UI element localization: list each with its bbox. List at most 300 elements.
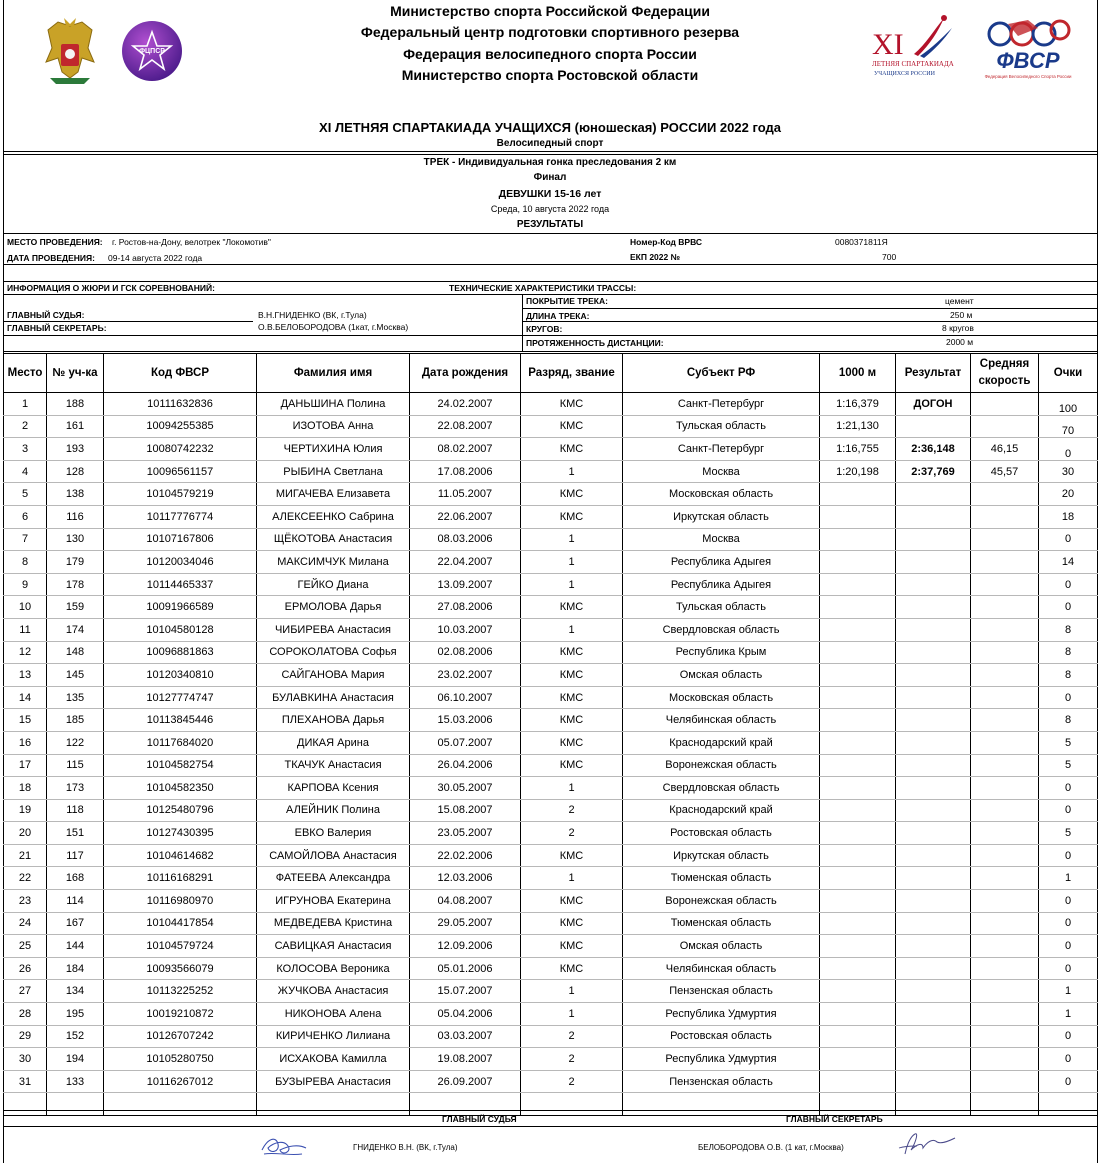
cell-code: 10096881863	[104, 641, 257, 664]
cell-result: 2:37,769	[896, 460, 971, 483]
cell-points: 0	[1039, 573, 1098, 596]
cell-place: 4	[4, 460, 47, 483]
cell-rank: 2	[521, 1070, 623, 1093]
chief-judge-signature-icon	[258, 1134, 310, 1160]
cell-rank: КМС	[521, 935, 623, 958]
table-row	[4, 528, 1098, 551]
cell-rank: КМС	[521, 957, 623, 980]
cell-name: ЩЁКОТОВА Анастасия	[257, 528, 410, 551]
cell-avg-speed	[971, 393, 1039, 416]
fvsr-logo-text: ФВСР	[996, 48, 1060, 73]
footer-chief-judge-heading: ГЛАВНЫЙ СУДЬЯ	[442, 1114, 517, 1124]
cell-code: 10104580128	[104, 618, 257, 641]
cell-points: 0	[1039, 890, 1098, 913]
cell-region: Свердловская область	[623, 777, 820, 800]
cell-region: Санкт-Петербург	[623, 438, 820, 461]
cell-split-1000m	[820, 777, 896, 800]
cell-region: Республика Адыгея	[623, 573, 820, 596]
cell-code: 10116267012	[104, 1070, 257, 1093]
cell-place: 14	[4, 686, 47, 709]
cell-result	[896, 505, 971, 528]
table-row	[4, 957, 1098, 980]
cell-code: 10117776774	[104, 505, 257, 528]
ekp-label: ЕКП 2022 №	[630, 252, 681, 262]
cell-name: РЫБИНА Светлана	[257, 460, 410, 483]
cell-place: 13	[4, 664, 47, 687]
cell-code: 10116980970	[104, 890, 257, 913]
event-title: XI ЛЕТНЯЯ СПАРТАКИАДА УЧАЩИХСЯ (юношеская) РОССИИ 2022 года	[319, 120, 781, 135]
cell-name: ЕВКО Валерия	[257, 822, 410, 845]
table-row	[4, 867, 1098, 890]
table-row	[4, 1070, 1098, 1093]
cell-birthdate: 22.06.2007	[410, 505, 521, 528]
cell-place: 24	[4, 912, 47, 935]
cell-split-1000m	[820, 664, 896, 687]
col-result: Результат	[896, 354, 971, 393]
cell-code: 10019210872	[104, 1003, 257, 1026]
cell-region: Омская область	[623, 935, 820, 958]
cell-birthdate: 11.05.2007	[410, 483, 521, 506]
table-row	[4, 1003, 1098, 1026]
cell-points: 1	[1039, 867, 1098, 890]
code-value: 0080371811Я	[835, 237, 888, 247]
cell-rank: КМС	[521, 415, 623, 438]
cell-result	[896, 777, 971, 800]
cell-birthdate: 08.03.2006	[410, 528, 521, 551]
table-row	[4, 393, 1098, 416]
cell-points: 5	[1039, 731, 1098, 754]
cell-region: Челябинская область	[623, 709, 820, 732]
cell-birthdate: 08.02.2007	[410, 438, 521, 461]
table-row	[4, 641, 1098, 664]
table-row	[4, 731, 1098, 754]
cell-bib: 185	[47, 709, 104, 732]
cell-bib: 122	[47, 731, 104, 754]
cell-avg-speed	[971, 1025, 1039, 1048]
cell-name: СОРОКОЛАТОВА Софья	[257, 641, 410, 664]
cell-bib: 144	[47, 935, 104, 958]
table-row	[4, 980, 1098, 1003]
cell-rank: КМС	[521, 844, 623, 867]
cell-birthdate: 30.05.2007	[410, 777, 521, 800]
cell-rank: 1	[521, 460, 623, 483]
cell-place: 22	[4, 867, 47, 890]
cell-region: Москва	[623, 460, 820, 483]
cell-rank: КМС	[521, 709, 623, 732]
cell-split-1000m	[820, 641, 896, 664]
cell-birthdate: 13.09.2007	[410, 573, 521, 596]
table-row-empty	[4, 1093, 1098, 1116]
track-heading: ТЕХНИЧЕСКИЕ ХАРАКТЕРИСТИКИ ТРАССЫ:	[449, 283, 637, 293]
cell-region: Московская область	[623, 686, 820, 709]
cell-avg-speed	[971, 777, 1039, 800]
cell-rank: 1	[521, 867, 623, 890]
venue-value: г. Ростов-на-Дону, велотрек "Локомотив"	[112, 237, 271, 247]
cell-code: 10125480796	[104, 799, 257, 822]
cell-birthdate: 15.08.2007	[410, 799, 521, 822]
cell-empty	[521, 1093, 623, 1116]
table-row	[4, 822, 1098, 845]
cell-bib: 130	[47, 528, 104, 551]
cell-code: 10104417854	[104, 912, 257, 935]
cell-place: 10	[4, 596, 47, 619]
cell-avg-speed	[971, 686, 1039, 709]
venue-label: МЕСТО ПРОВЕДЕНИЯ:	[7, 237, 103, 247]
cell-bib: 195	[47, 1003, 104, 1026]
xi-logo-line2: УЧАЩИХСЯ РОССИИ	[874, 71, 935, 77]
cell-region: Воронежская область	[623, 890, 820, 913]
cell-result	[896, 731, 971, 754]
cell-bib: 152	[47, 1025, 104, 1048]
cell-place: 21	[4, 844, 47, 867]
cell-rank: 1	[521, 777, 623, 800]
cell-result	[896, 686, 971, 709]
table-row	[4, 1025, 1098, 1048]
cell-split-1000m: 1:16,379	[820, 393, 896, 416]
cell-avg-speed	[971, 505, 1039, 528]
col-points: Очки	[1039, 354, 1098, 393]
table-row	[4, 890, 1098, 913]
cell-avg-speed	[971, 957, 1039, 980]
table-row	[4, 573, 1098, 596]
cell-points: 0	[1039, 935, 1098, 958]
cell-points: 0	[1039, 912, 1098, 935]
event-discipline: ТРЕК - Индивидуальная гонка преследования 2 км	[423, 157, 677, 168]
table-row	[4, 438, 1098, 461]
cell-avg-speed	[971, 1048, 1039, 1071]
cell-result	[896, 980, 971, 1003]
cell-place: 31	[4, 1070, 47, 1093]
cell-avg-speed	[971, 867, 1039, 890]
table-row	[4, 799, 1098, 822]
cell-split-1000m	[820, 596, 896, 619]
cell-bib: 168	[47, 867, 104, 890]
cell-name: ФАТЕЕВА Александра	[257, 867, 410, 890]
cell-points: 18	[1039, 505, 1098, 528]
cell-result	[896, 1070, 971, 1093]
cell-points: 20	[1039, 483, 1098, 506]
cell-region: Тульская область	[623, 596, 820, 619]
org-line-4: Министерство спорта Ростовской области	[401, 67, 699, 83]
table-row	[4, 483, 1098, 506]
cell-birthdate: 05.01.2006	[410, 957, 521, 980]
cell-birthdate: 02.08.2006	[410, 641, 521, 664]
cell-name: ИГРУНОВА Екатерина	[257, 890, 410, 913]
cell-result	[896, 709, 971, 732]
cell-region: Тульская область	[623, 415, 820, 438]
table-row	[4, 844, 1098, 867]
cell-points: 5	[1039, 754, 1098, 777]
cell-name: ГЕЙКО Диана	[257, 573, 410, 596]
cell-birthdate: 12.03.2006	[410, 867, 521, 890]
cell-birthdate: 06.10.2007	[410, 686, 521, 709]
cell-split-1000m	[820, 822, 896, 845]
cell-name: ЖУЧКОВА Анастасия	[257, 980, 410, 1003]
cell-code: 10117684020	[104, 731, 257, 754]
cell-region: Ростовская область	[623, 822, 820, 845]
cell-split-1000m	[820, 935, 896, 958]
cell-bib: 188	[47, 393, 104, 416]
cell-split-1000m: 1:21,130	[820, 415, 896, 438]
cell-avg-speed	[971, 822, 1039, 845]
cell-rank: 1	[521, 618, 623, 641]
cell-points: 0	[1039, 596, 1098, 619]
cell-name: ТКАЧУК Анастасия	[257, 754, 410, 777]
cell-code: 10105280750	[104, 1048, 257, 1071]
cell-name: НИКОНОВА Алена	[257, 1003, 410, 1026]
cell-birthdate: 05.04.2006	[410, 1003, 521, 1026]
cell-code: 10104582350	[104, 777, 257, 800]
cell-name: БУЗЫРЕВА Анастасия	[257, 1070, 410, 1093]
xi-logo-line1: ЛЕТНЯЯ СПАРТАКИАДА	[872, 60, 954, 68]
cell-code: 10127774747	[104, 686, 257, 709]
cell-code: 10127430395	[104, 822, 257, 845]
col-code: Код ФВСР	[104, 354, 257, 393]
cell-points: 0	[1039, 1048, 1098, 1071]
org-line-3: Федерация велосипедного спорта России	[403, 46, 697, 62]
cell-rank: КМС	[521, 664, 623, 687]
cell-birthdate: 22.04.2007	[410, 551, 521, 574]
cell-split-1000m	[820, 980, 896, 1003]
cell-avg-speed	[971, 912, 1039, 935]
chief-judge-label: ГЛАВНЫЙ СУДЬЯ:	[7, 310, 85, 320]
cell-avg-speed	[971, 415, 1039, 438]
cell-avg-speed	[971, 935, 1039, 958]
track-length-label: ДЛИНА ТРЕКА:	[526, 311, 590, 321]
cell-avg-speed	[971, 799, 1039, 822]
cell-rank: КМС	[521, 596, 623, 619]
cell-split-1000m: 1:16,755	[820, 438, 896, 461]
cell-result	[896, 664, 971, 687]
cell-empty	[971, 1093, 1039, 1116]
cell-region: Москва	[623, 528, 820, 551]
cell-empty	[623, 1093, 820, 1116]
cell-split-1000m	[820, 844, 896, 867]
cell-birthdate: 12.09.2006	[410, 935, 521, 958]
cell-bib: 184	[47, 957, 104, 980]
col-name: Фамилия имя	[257, 354, 410, 393]
cell-result: 2:36,148	[896, 438, 971, 461]
event-stage: Финал	[533, 172, 567, 183]
cell-name: АЛЕЙНИК Полина	[257, 799, 410, 822]
table-header-row	[4, 354, 1098, 393]
table-row	[4, 618, 1098, 641]
cell-region: Краснодарский край	[623, 731, 820, 754]
cell-region: Пензенская область	[623, 1070, 820, 1093]
cell-avg-speed	[971, 844, 1039, 867]
dates-value: 09-14 августа 2022 года	[108, 253, 203, 263]
cell-rank: КМС	[521, 686, 623, 709]
cell-avg-speed	[971, 596, 1039, 619]
cell-result	[896, 867, 971, 890]
cell-points: 0	[1039, 799, 1098, 822]
cell-name: САЙГАНОВА Мария	[257, 664, 410, 687]
cell-bib: 134	[47, 980, 104, 1003]
cell-bib: 174	[47, 618, 104, 641]
cell-split-1000m	[820, 618, 896, 641]
chief-secretary-value: О.В.БЕЛОБОРОДОВА (1кат, г.Москва)	[258, 322, 409, 332]
cell-rank: 2	[521, 1048, 623, 1071]
cell-result	[896, 844, 971, 867]
chief-secretary-signature-icon	[897, 1130, 959, 1158]
cell-rank: КМС	[521, 483, 623, 506]
cell-split-1000m	[820, 551, 896, 574]
results-table	[3, 353, 1098, 1116]
cell-points: 1	[1039, 1003, 1098, 1026]
cell-points: 30	[1039, 460, 1098, 483]
cell-name: ИСХАКОВА Камилла	[257, 1048, 410, 1071]
surface-label: ПОКРЫТИЕ ТРЕКА:	[526, 296, 608, 306]
cell-points: 0	[1039, 1025, 1098, 1048]
cell-place: 1	[4, 393, 47, 416]
cell-rank: КМС	[521, 912, 623, 935]
cell-code: 10080742232	[104, 438, 257, 461]
cell-rank: 1	[521, 551, 623, 574]
cell-code: 10126707242	[104, 1025, 257, 1048]
cell-code: 10120340810	[104, 664, 257, 687]
cell-birthdate: 26.04.2006	[410, 754, 521, 777]
cell-result	[896, 415, 971, 438]
code-label: Номер-Код ВРВС	[630, 237, 703, 247]
cell-empty	[257, 1093, 410, 1116]
cell-region: Краснодарский край	[623, 799, 820, 822]
cell-birthdate: 04.08.2007	[410, 890, 521, 913]
cell-points: 0	[1039, 844, 1098, 867]
cell-split-1000m	[820, 957, 896, 980]
footer-chief-judge-name: ГНИДЕНКО В.Н. (ВК, г.Тула)	[353, 1143, 458, 1152]
cell-rank: 2	[521, 1025, 623, 1048]
cell-result	[896, 483, 971, 506]
cell-birthdate: 03.03.2007	[410, 1025, 521, 1048]
cell-result	[896, 573, 971, 596]
cell-bib: 148	[47, 641, 104, 664]
cell-bib: 116	[47, 505, 104, 528]
cell-region: Московская область	[623, 483, 820, 506]
xi-logo-text: XI	[872, 28, 904, 61]
cell-result	[896, 890, 971, 913]
cell-result	[896, 641, 971, 664]
cell-points: 100	[1039, 393, 1098, 416]
cell-birthdate: 22.08.2007	[410, 415, 521, 438]
col-bib: № уч-ка	[47, 354, 104, 393]
cell-empty	[820, 1093, 896, 1116]
cell-bib: 151	[47, 822, 104, 845]
cell-bib: 178	[47, 573, 104, 596]
table-row	[4, 709, 1098, 732]
cell-code: 10114465337	[104, 573, 257, 596]
cell-result	[896, 912, 971, 935]
cell-points: 0	[1039, 528, 1098, 551]
footer-chief-secretary-name: БЕЛОБОРОДОВА О.В. (1 кат, г.Москва)	[698, 1143, 844, 1152]
cell-split-1000m	[820, 799, 896, 822]
cell-place: 29	[4, 1025, 47, 1048]
cell-place: 9	[4, 573, 47, 596]
cell-place: 8	[4, 551, 47, 574]
cell-code: 10094255385	[104, 415, 257, 438]
cell-split-1000m	[820, 528, 896, 551]
table-row	[4, 754, 1098, 777]
cell-split-1000m	[820, 731, 896, 754]
cell-birthdate: 17.08.2006	[410, 460, 521, 483]
cell-avg-speed	[971, 618, 1039, 641]
cell-empty	[896, 1093, 971, 1116]
cell-empty	[4, 1093, 47, 1116]
dates-label: ДАТА ПРОВЕДЕНИЯ:	[7, 253, 95, 263]
cell-result	[896, 822, 971, 845]
cell-region: Республика Удмуртия	[623, 1048, 820, 1071]
cell-result	[896, 596, 971, 619]
cell-region: Санкт-Петербург	[623, 393, 820, 416]
cell-rank: 1	[521, 980, 623, 1003]
cell-rank: 1	[521, 528, 623, 551]
cell-name: МИГАЧЕВА Елизавета	[257, 483, 410, 506]
cell-birthdate: 29.05.2007	[410, 912, 521, 935]
cell-split-1000m	[820, 1003, 896, 1026]
cell-name: КОЛОСОВА Вероника	[257, 957, 410, 980]
cell-name: САМОЙЛОВА Анастасия	[257, 844, 410, 867]
cell-rank: 1	[521, 573, 623, 596]
table-row	[4, 777, 1098, 800]
cell-code: 10096561157	[104, 460, 257, 483]
cell-birthdate: 23.02.2007	[410, 664, 521, 687]
cell-rank: КМС	[521, 754, 623, 777]
cell-bib: 194	[47, 1048, 104, 1071]
cell-place: 2	[4, 415, 47, 438]
table-row	[4, 664, 1098, 687]
cell-empty	[47, 1093, 104, 1116]
cell-place: 16	[4, 731, 47, 754]
cell-bib: 167	[47, 912, 104, 935]
cell-birthdate: 05.07.2007	[410, 731, 521, 754]
org-line-1: Министерство спорта Российской Федерации	[390, 3, 710, 19]
cell-avg-speed	[971, 1003, 1039, 1026]
cell-birthdate: 26.09.2007	[410, 1070, 521, 1093]
cell-birthdate: 15.03.2006	[410, 709, 521, 732]
cell-code: 10113845446	[104, 709, 257, 732]
event-date: Среда, 10 августа 2022 года	[490, 204, 610, 214]
cell-bib: 145	[47, 664, 104, 687]
cell-avg-speed	[971, 980, 1039, 1003]
cell-empty	[410, 1093, 521, 1116]
cell-result	[896, 935, 971, 958]
cell-region: Тюменская область	[623, 912, 820, 935]
cell-place: 30	[4, 1048, 47, 1071]
cell-region: Ростовская область	[623, 1025, 820, 1048]
cell-region: Республика Адыгея	[623, 551, 820, 574]
cell-name: КАРПОВА Ксения	[257, 777, 410, 800]
cell-avg-speed	[971, 1070, 1039, 1093]
col-avg-speed: Средняя скорость	[971, 354, 1039, 393]
cell-avg-speed	[971, 664, 1039, 687]
cell-place: 11	[4, 618, 47, 641]
fvsr-logo-subtext: Федерация Велосипедного Спорта России	[984, 74, 1072, 79]
cell-rank: КМС	[521, 731, 623, 754]
cell-bib: 118	[47, 799, 104, 822]
cell-name: ЧИБИРЕВА Анастасия	[257, 618, 410, 641]
cell-name: ЕРМОЛОВА Дарья	[257, 596, 410, 619]
cell-birthdate: 10.03.2007	[410, 618, 521, 641]
cell-result	[896, 1048, 971, 1071]
cell-avg-speed	[971, 754, 1039, 777]
col-rank: Разряд, звание	[521, 354, 623, 393]
cell-birthdate: 27.08.2006	[410, 596, 521, 619]
cell-region: Пензенская область	[623, 980, 820, 1003]
cell-avg-speed	[971, 528, 1039, 551]
cell-bib: 173	[47, 777, 104, 800]
table-row	[4, 505, 1098, 528]
cell-avg-speed	[971, 709, 1039, 732]
cell-split-1000m	[820, 505, 896, 528]
